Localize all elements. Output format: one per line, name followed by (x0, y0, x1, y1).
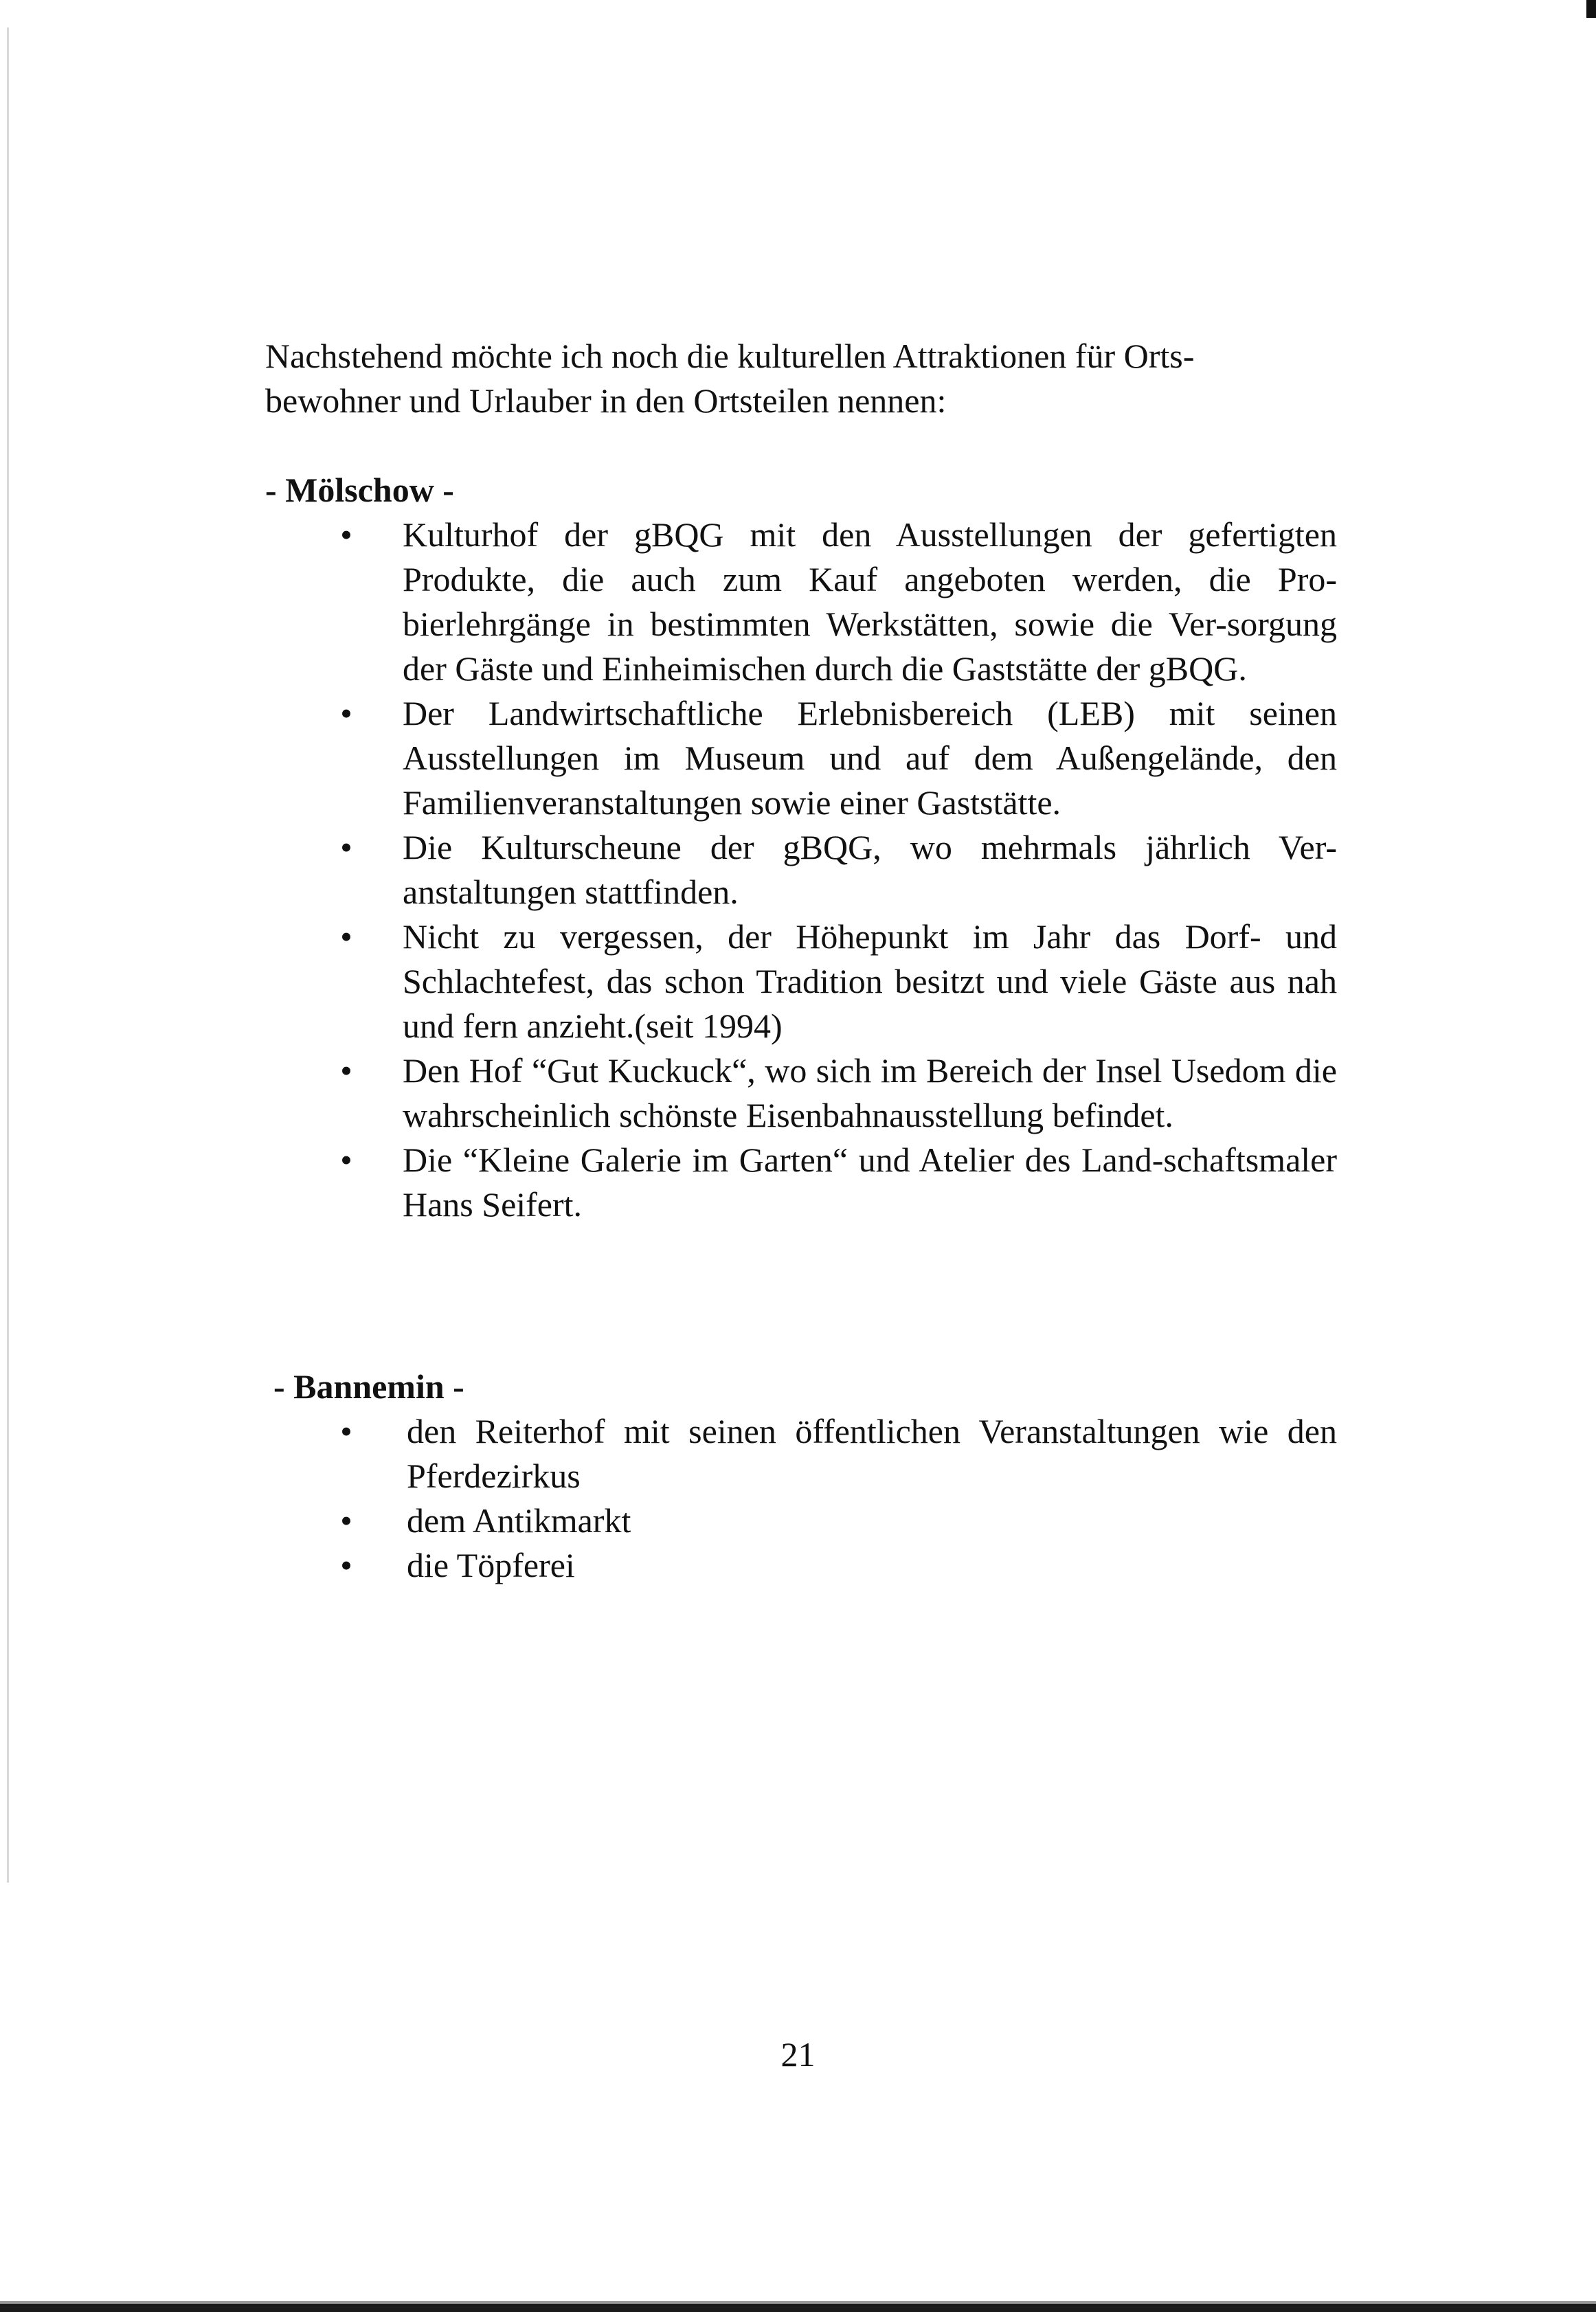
list-item (265, 825, 1337, 914)
bullet-icon: • (340, 1546, 352, 1584)
attraction-list-bannemin (265, 1409, 1337, 1588)
scan-corner-mark (1586, 0, 1596, 18)
bullet-icon: • (340, 1412, 352, 1450)
bullet-icon: • (340, 917, 352, 956)
intro-paragraph (265, 334, 1337, 423)
list-item-text: Nicht zu vergessen, der Höhepunkt im Jahr das Dorf- und Schlachtefest, das schon Tradition besitzt und viele Gäste aus nah und fern anzieht.(seit 1994) (403, 917, 1337, 1045)
list-item-text: Die Kulturscheune der gBQG, wo mehrmals jährlich Ver-anstaltungen stattfinden. (403, 828, 1337, 911)
bullet-icon: • (340, 694, 352, 732)
list-item (265, 1409, 1337, 1499)
section-heading-bannemin: - Bannemin - (273, 1367, 464, 1406)
page-body (265, 334, 1337, 1588)
bullet-icon: • (340, 515, 352, 554)
list-item (265, 513, 1337, 691)
list-item (265, 1499, 1337, 1543)
list-item (265, 1543, 1337, 1588)
scan-edge-bottom (0, 2304, 1596, 2312)
list-item (265, 914, 1337, 1048)
list-item-text: Kulturhof der gBQG mit den Ausstellungen der gefertigten Produkte, die auch zum Kauf angeboten werden, die Pro-bierlehrgänge in bestimmten Werkstätten, sowie die Ver-sorgung der Gäste und Einheimischen durch die Gaststätte der gBQG. (403, 515, 1337, 688)
bullet-icon: • (340, 1051, 352, 1090)
list-item-text: Die “Kleine Galerie im Garten“ und Atelier des Land-schaftsmaler Hans Seifert. (403, 1141, 1337, 1224)
intro-line-2: bewohner und Urlauber in den Ortsteilen nennen: (265, 381, 947, 420)
list-item-text: Der Landwirtschaftliche Erlebnisbereich (LEB) mit seinen Ausstellungen im Museum und auf dem Außengelände, den Familienveranstaltungen sowie einer Gaststätte. (403, 694, 1337, 822)
bullet-icon: • (340, 1501, 352, 1540)
list-item (265, 1048, 1337, 1138)
bullet-icon: • (340, 828, 352, 866)
list-item (265, 691, 1337, 825)
list-item-text: dem Antikmarkt (407, 1501, 631, 1540)
page-number: 21 (780, 2035, 816, 2074)
section-heading-moelschow: - Mölschow - (265, 471, 454, 509)
list-item-text: Den Hof “Gut Kuckuck“, wo sich im Bereich der Insel Usedom die wahrscheinlich schönste Eisenbahnausstellung befindet. (403, 1051, 1337, 1134)
attraction-list-moelschow (265, 513, 1337, 1227)
list-item (265, 1138, 1337, 1227)
intro-line-1: Nachstehend möchte ich noch die kulturellen Attraktionen für Orts- (265, 337, 1195, 375)
list-item-text: den Reiterhof mit seinen öffentlichen Veranstaltungen wie den Pferdezirkus (407, 1412, 1337, 1495)
bullet-icon: • (340, 1141, 352, 1179)
scan-edge-left (7, 27, 9, 1883)
list-item-text: die Töpferei (407, 1546, 575, 1584)
